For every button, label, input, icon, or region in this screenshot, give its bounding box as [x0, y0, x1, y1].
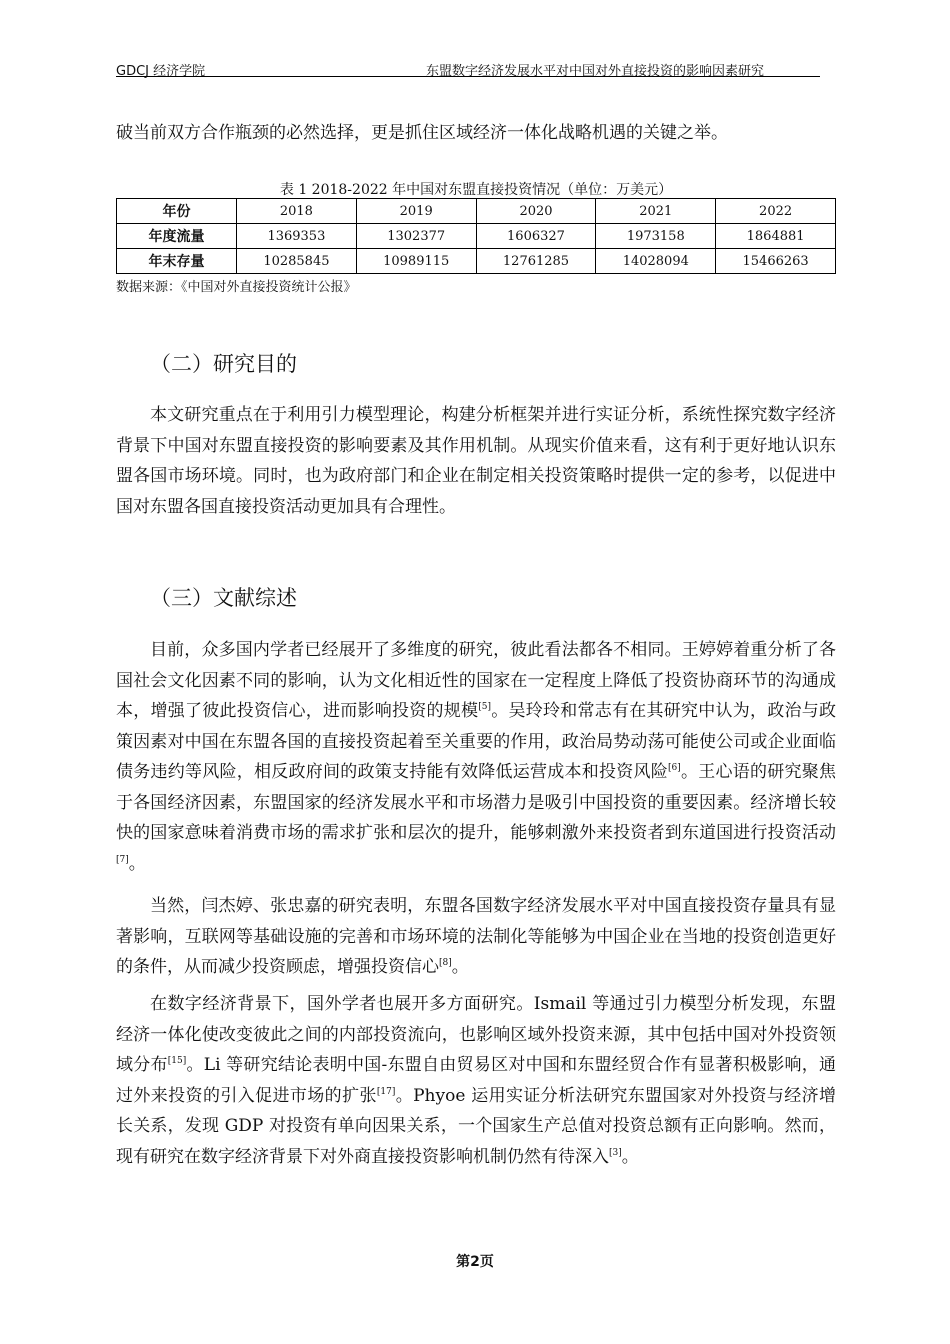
table-row-label: 年度流量 — [117, 224, 237, 249]
citation-ref: [3] — [609, 1147, 622, 1158]
text-run: 在数字经济背景下，国外学者也展开多方面研究。Ismail 等通过引力模型分析发现，东盟经济一体化使改变彼此之间的内部投资流向，也影响区域外投资来源，其中包括中国对外投资领域分布 — [116, 994, 836, 1075]
header-paper-title: 东盟数字经济发展水平对中国对外直接投资的影响因素研究 — [425, 64, 764, 79]
table-header-label: 年份 — [117, 199, 237, 224]
text-run: 目前，众多国内学者已经展开了多维度的研究，彼此看法都各不相同。王婷婷着重分析了各国社会文化因素不同的影响，认为文化相近性的国家在一定程度上降低了投资协商环节的沟通成本，增强了彼此投资信心，进而影响投资的规模 — [116, 640, 836, 721]
page-header — [116, 58, 820, 78]
citation-ref: [7] — [116, 854, 129, 865]
page-number: 第2页 — [456, 1254, 494, 1270]
table-cell: 1302377 — [356, 224, 476, 249]
table-row — [117, 249, 836, 274]
table-year-cell: 2020 — [476, 199, 596, 224]
intro-line: 破当前双方合作瓶颈的必然选择，更是抓住区域经济一体化战略机遇的关键之举。 — [116, 123, 728, 143]
table-year-cell: 2022 — [716, 199, 836, 224]
table-cell: 10285845 — [237, 249, 357, 274]
table-cell: 1369353 — [237, 224, 357, 249]
table-cell: 15466263 — [716, 249, 836, 274]
text-run: 。王心语的研究聚焦于各国经济因素，东盟国家的经济发展水平和市场潜力是吸引中国投资的重要因素。经济增长较快的国家意味着消费市场的需求扩张和层次的提升，能够刺激外来投资者到东道国进行投资活动 — [116, 762, 836, 843]
table-cell: 10989115 — [356, 249, 476, 274]
table-cell: 1973158 — [596, 224, 716, 249]
purpose-paragraph: 本文研究重点在于利用引力模型理论，构建分析框架并进行实证分析，系统性探究数字经济背景下中国对东盟直接投资的影响要素及其作用机制。从现实价值来看，这有利于更好地认识东盟各国市场环境。同时，也为政府部门和企业在制定相关投资策略时提供一定的参考，以促进中国对东盟各国直接投资活动更加具有合理性。 — [116, 405, 836, 517]
table-cell: 1606327 — [476, 224, 596, 249]
table-year-cell: 2021 — [596, 199, 716, 224]
table-cell: 1864881 — [716, 224, 836, 249]
text-run: 。吴玲玲和常志有在其研究中认为，政治与政策因素对中国在东盟各国的直接投资起着至关重要的作用，政治局势动荡可能使公司或企业面临债务违约等风险，相反政府间的政策支持能有效降低运营成本和投资风险 — [116, 701, 836, 782]
table-row-label: 年末存量 — [117, 249, 237, 274]
table-year-cell: 2018 — [237, 199, 357, 224]
literature-paragraph-1 — [116, 635, 836, 879]
citation-ref: [5] — [478, 702, 491, 712]
citation-ref: [6] — [668, 763, 681, 773]
table-header-row — [117, 199, 836, 224]
text-run: 。 — [621, 1146, 639, 1167]
investment-table — [116, 198, 836, 274]
literature-paragraph-2 — [116, 891, 836, 983]
text-run: 。Phyoe 运用实证分析法研究东盟国家对外投资与经济增长关系，发现 GDP 对投资有单向因果关系，一个国家生产总值对投资总额有正向影响。然而，现有研究在数字经济背景下对外商直接投资影响机制仍然有待深入 — [116, 1085, 836, 1167]
header-institution: GDCJ 经济学院 — [116, 64, 206, 79]
table-cell: 14028094 — [596, 249, 716, 274]
table-cell: 12761285 — [476, 249, 596, 274]
table-row — [117, 224, 836, 249]
citation-ref: [15] — [167, 1056, 187, 1066]
table-year-cell: 2019 — [356, 199, 476, 224]
text-run: 。Li 等研究结论表明中国-东盟自由贸易区对中国和东盟经贸合作有显著积极影响，通过外来投资的引入促进市场的扩张 — [116, 1055, 837, 1106]
text-run: 。 — [451, 957, 469, 977]
table-caption: 表 1 2018-2022 年中国对东盟直接投资情况（单位：万美元） — [279, 182, 673, 198]
literature-paragraph-3 — [116, 989, 836, 1172]
citation-ref: [17] — [376, 1086, 396, 1097]
text-run: 。 — [128, 853, 146, 874]
text-run: 当然，闫杰婷、张忠嘉的研究表明，东盟各国数字经济发展水平对中国直接投资存量具有显著影响，互联网等基础设施的完善和市场环境的法制化等能够为中国企业在当地的投资创造更好的条件，从而减少投资顾虑，增强投资信心 — [116, 896, 836, 977]
section-heading-purpose: （二）研究目的 — [150, 352, 297, 376]
table-source-note: 数据来源：《中国对外直接投资统计公报》 — [116, 280, 357, 295]
citation-ref: [8] — [439, 958, 452, 968]
header-divider — [116, 76, 820, 77]
section-heading-literature: （三）文献综述 — [150, 586, 297, 610]
